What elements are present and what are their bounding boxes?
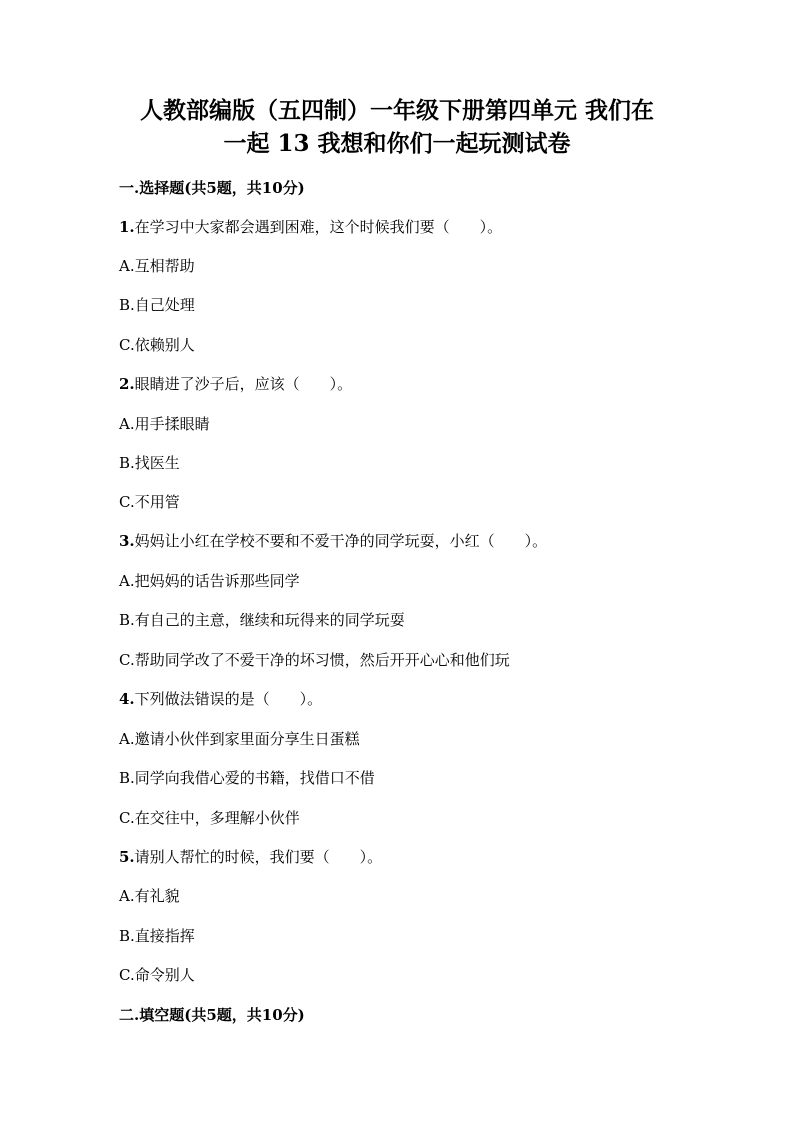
question-number: 4. xyxy=(119,690,135,708)
question-4 xyxy=(119,689,322,709)
option-1c: C.依赖别人 xyxy=(119,336,195,354)
option-4c: C.在交往中，多理解小伙伴 xyxy=(119,809,300,827)
question-text: 在学习中大家都会遇到困难，这个时候我们要（ ）。 xyxy=(134,218,503,236)
question-number: 1. xyxy=(119,218,135,236)
option-3a: A.把妈妈的话告诉那些同学 xyxy=(119,572,300,590)
option-2c: C.不用管 xyxy=(119,493,180,511)
document-title-line-2: 一起 13 我想和你们一起玩测试卷 xyxy=(223,130,571,157)
question-text: 下列做法错误的是（ ）。 xyxy=(134,690,323,708)
question-text: 妈妈让小红在学校不要和不爱干净的同学玩耍，小红（ ）。 xyxy=(134,532,548,550)
question-number: 5. xyxy=(119,848,135,866)
question-5 xyxy=(119,847,382,867)
question-text: 请别人帮忙的时候，我们要（ ）。 xyxy=(134,848,383,866)
section-heading-fill-in: 二.填空题(共5题，共10分) xyxy=(119,1006,305,1024)
option-5b: B.直接指挥 xyxy=(119,927,195,945)
option-5c: C.命令别人 xyxy=(119,966,195,984)
section-heading-choice: 一.选择题(共5题，共10分) xyxy=(119,179,305,197)
question-3 xyxy=(119,531,547,551)
option-1a: A.互相帮助 xyxy=(119,257,195,275)
option-3c: C.帮助同学改了不爱干净的坏习惯，然后开开心心和他们玩 xyxy=(119,651,510,669)
question-text: 眼睛进了沙子后，应该（ ）。 xyxy=(134,375,353,393)
option-4a: A.邀请小伙伴到家里面分享生日蛋糕 xyxy=(119,730,360,748)
option-4b: B.同学向我借心爱的书籍，找借口不借 xyxy=(119,769,375,787)
question-1 xyxy=(119,217,502,237)
question-number: 2. xyxy=(119,375,135,393)
option-2b: B.找医生 xyxy=(119,454,180,472)
question-number: 3. xyxy=(119,532,135,550)
question-2 xyxy=(119,374,352,394)
document-title-line-1: 人教部编版（五四制）一年级下册第四单元 我们在 xyxy=(139,97,654,124)
option-5a: A.有礼貌 xyxy=(119,887,180,905)
option-2a: A.用手揉眼睛 xyxy=(119,415,210,433)
option-3b: B.有自己的主意，继续和玩得来的同学玩耍 xyxy=(119,611,405,629)
option-1b: B.自己处理 xyxy=(119,296,195,314)
